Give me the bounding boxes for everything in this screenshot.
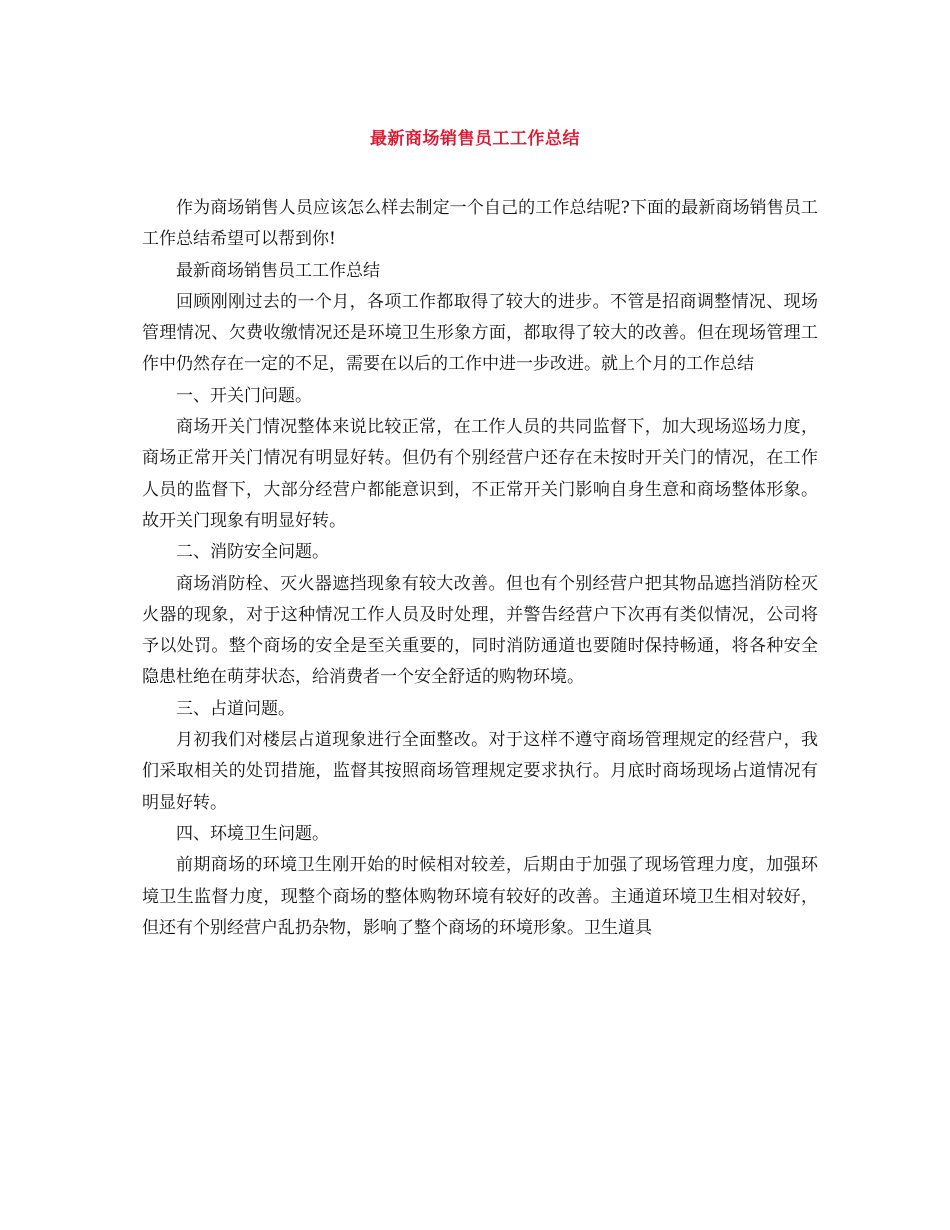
section-heading-sanitation: 四、环境卫生问题。: [176, 823, 329, 844]
paragraph-intro: 作为商场销售人员应该怎么样去制定一个自己的工作总结呢?下面的最新商场销售员工工作总结希望可以帮到你!: [142, 198, 818, 250]
paragraph-sanitation: 前期商场的环境卫生刚开始的时候相对较差，后期由于加强了现场管理力度，加强环境卫生监督力度，现整个商场的整体购物环境有较好的改善。主通道环境卫生相对较好，但还有个别经营户乱扔杂物，影响了整个商场的环境形象。卫生道具: [142, 855, 818, 938]
section-heading-occupation: 三、占道问题。: [176, 698, 295, 719]
paragraph-occupation: 月初我们对楼层占道现象进行全面整改。对于这样不遵守商场管理规定的经营户，我们采取相关的处罚措施，监督其按照商场管理规定要求执行。月底时商场现场占道情况有明显好转。: [142, 730, 818, 813]
document-body: [142, 193, 818, 944]
document-title: 最新商场销售员工工作总结: [370, 129, 580, 149]
section-heading-fire-safety: 二、消防安全问题。: [176, 542, 329, 563]
paragraph-subtitle: 最新商场销售员工工作总结: [176, 260, 380, 281]
section-heading-door: 一、开关门问题。: [176, 385, 312, 406]
paragraph-fire-safety: 商场消防栓、灭火器遮挡现象有较大改善。但也有个别经营户把其物品遮挡消防栓灭火器的现象，对于这种情况工作人员及时处理，并警告经营户下次再有类似情况，公司将予以处罚。整个商场的安全是至关重要的，同时消防通道也要随时保持畅通，将各种安全隐患杜绝在萌芽状态，给消费者一个安全舒适的购物环境。: [142, 573, 818, 688]
paragraph-door: 商场开关门情况整体来说比较正常，在工作人员的共同监督下，加大现场巡场力度，商场正常开关门情况有明显好转。但仍有个别经营户还存在未按时开关门的情况，在工作人员的监督下，大部分经营户都能意识到，不正常开关门影响自身生意和商场整体形象。故开关门现象有明显好转。: [142, 417, 818, 531]
paragraph-review: 回顾刚刚过去的一个月，各项工作都取得了较大的进步。不管是招商调整情况、现场管理情况、欠费收缴情况还是环境卫生形象方面，都取得了较大的改善。但在现场管理工作中仍然存在一定的不足，需要在以后的工作中进一步改进。就上个月的工作总结: [142, 291, 818, 375]
